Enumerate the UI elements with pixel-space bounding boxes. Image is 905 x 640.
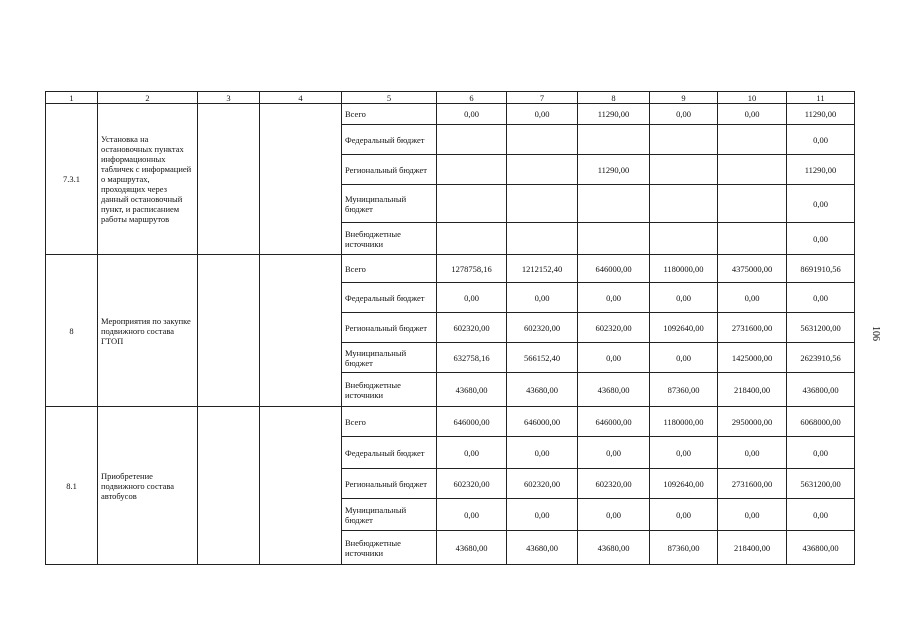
value-cell: 0,00 xyxy=(787,283,855,313)
value-cell: 0,00 xyxy=(437,437,507,469)
funding-source: Муниципальный бюджет xyxy=(342,343,437,373)
item-name: Приобретение подвижного состава автобусов xyxy=(98,407,198,565)
value-cell: 0,00 xyxy=(437,283,507,313)
column-header: 8 xyxy=(578,92,650,104)
column-header: 6 xyxy=(437,92,507,104)
value-cell: 602320,00 xyxy=(437,469,507,499)
budget-table xyxy=(45,91,855,565)
value-cell xyxy=(650,223,718,255)
table-body xyxy=(46,104,855,565)
value-cell xyxy=(718,155,787,185)
item-col3 xyxy=(198,407,260,565)
value-cell: 0,00 xyxy=(650,343,718,373)
item-col4 xyxy=(260,104,342,255)
value-cell: 0,00 xyxy=(578,283,650,313)
item-col4 xyxy=(260,407,342,565)
item-number: 8 xyxy=(46,255,98,407)
column-header: 7 xyxy=(507,92,578,104)
value-cell: 0,00 xyxy=(507,499,578,531)
value-cell: 43680,00 xyxy=(437,373,507,407)
value-cell: 602320,00 xyxy=(437,313,507,343)
value-cell: 602320,00 xyxy=(507,313,578,343)
column-header: 2 xyxy=(98,92,198,104)
value-cell xyxy=(650,155,718,185)
value-cell xyxy=(437,125,507,155)
funding-source: Внебюджетные источники xyxy=(342,223,437,255)
value-cell: 4375000,00 xyxy=(718,255,787,283)
item-col3 xyxy=(198,255,260,407)
value-cell: 43680,00 xyxy=(507,373,578,407)
funding-source: Федеральный бюджет xyxy=(342,437,437,469)
value-cell xyxy=(718,125,787,155)
value-cell: 1180000,00 xyxy=(650,407,718,437)
value-cell: 436800,00 xyxy=(787,373,855,407)
value-cell xyxy=(507,185,578,223)
value-cell: 0,00 xyxy=(437,499,507,531)
value-cell xyxy=(718,223,787,255)
funding-source: Муниципальный бюджет xyxy=(342,185,437,223)
value-cell: 11290,00 xyxy=(578,104,650,125)
value-cell: 8691910,56 xyxy=(787,255,855,283)
item-col4 xyxy=(260,255,342,407)
value-cell: 0,00 xyxy=(787,125,855,155)
value-cell xyxy=(437,155,507,185)
value-cell: 0,00 xyxy=(787,499,855,531)
value-cell: 43680,00 xyxy=(578,373,650,407)
funding-source: Внебюджетные источники xyxy=(342,373,437,407)
value-cell: 0,00 xyxy=(787,185,855,223)
funding-source: Всего xyxy=(342,407,437,437)
value-cell: 87360,00 xyxy=(650,373,718,407)
item-number: 7.3.1 xyxy=(46,104,98,255)
funding-source: Региональный бюджет xyxy=(342,469,437,499)
column-header: 1 xyxy=(46,92,98,104)
value-cell: 602320,00 xyxy=(578,313,650,343)
funding-source: Региональный бюджет xyxy=(342,313,437,343)
value-cell: 632758,16 xyxy=(437,343,507,373)
value-cell: 1180000,00 xyxy=(650,255,718,283)
page-number: 106 xyxy=(870,326,881,341)
item-col3 xyxy=(198,104,260,255)
value-cell xyxy=(650,125,718,155)
table-row xyxy=(46,104,855,125)
value-cell: 0,00 xyxy=(787,437,855,469)
value-cell: 0,00 xyxy=(650,283,718,313)
value-cell: 5631200,00 xyxy=(787,469,855,499)
value-cell: 602320,00 xyxy=(578,469,650,499)
value-cell: 646000,00 xyxy=(578,255,650,283)
item-number: 8.1 xyxy=(46,407,98,565)
value-cell xyxy=(578,223,650,255)
value-cell: 0,00 xyxy=(507,283,578,313)
value-cell: 43680,00 xyxy=(578,531,650,565)
value-cell xyxy=(437,223,507,255)
funding-source: Муниципальный бюджет xyxy=(342,499,437,531)
funding-source: Всего xyxy=(342,104,437,125)
value-cell: 0,00 xyxy=(650,104,718,125)
value-cell xyxy=(507,125,578,155)
value-cell: 0,00 xyxy=(718,104,787,125)
value-cell: 0,00 xyxy=(578,499,650,531)
value-cell: 43680,00 xyxy=(507,531,578,565)
column-header: 9 xyxy=(650,92,718,104)
value-cell: 11290,00 xyxy=(787,104,855,125)
value-cell: 566152,40 xyxy=(507,343,578,373)
column-header: 5 xyxy=(342,92,437,104)
value-cell: 1278758,16 xyxy=(437,255,507,283)
funding-source: Всего xyxy=(342,255,437,283)
value-cell xyxy=(718,185,787,223)
value-cell: 0,00 xyxy=(578,343,650,373)
column-number-row xyxy=(46,92,855,104)
value-cell: 2950000,00 xyxy=(718,407,787,437)
value-cell: 0,00 xyxy=(507,104,578,125)
value-cell: 602320,00 xyxy=(507,469,578,499)
value-cell: 0,00 xyxy=(718,499,787,531)
column-header: 4 xyxy=(260,92,342,104)
value-cell xyxy=(507,223,578,255)
value-cell xyxy=(507,155,578,185)
funding-source: Внебюджетные источники xyxy=(342,531,437,565)
value-cell xyxy=(437,185,507,223)
value-cell: 2623910,56 xyxy=(787,343,855,373)
table-row xyxy=(46,407,855,437)
value-cell: 43680,00 xyxy=(437,531,507,565)
value-cell: 1425000,00 xyxy=(718,343,787,373)
value-cell: 0,00 xyxy=(507,437,578,469)
column-header: 3 xyxy=(198,92,260,104)
value-cell: 646000,00 xyxy=(437,407,507,437)
value-cell: 0,00 xyxy=(650,499,718,531)
value-cell: 6068000,00 xyxy=(787,407,855,437)
value-cell: 2731600,00 xyxy=(718,469,787,499)
column-header: 11 xyxy=(787,92,855,104)
value-cell xyxy=(578,185,650,223)
item-name: Установка на остановочных пунктах информационных табличек с информацией о маршрутах, проходящих через данный остановочный пункт, и расписанием работы маршрутов xyxy=(98,104,198,255)
value-cell: 218400,00 xyxy=(718,373,787,407)
funding-source: Федеральный бюджет xyxy=(342,125,437,155)
value-cell: 646000,00 xyxy=(578,407,650,437)
value-cell: 0,00 xyxy=(437,104,507,125)
value-cell: 1092640,00 xyxy=(650,469,718,499)
value-cell: 0,00 xyxy=(718,437,787,469)
value-cell: 0,00 xyxy=(787,223,855,255)
value-cell: 1212152,40 xyxy=(507,255,578,283)
value-cell xyxy=(650,185,718,223)
value-cell: 0,00 xyxy=(718,283,787,313)
column-header: 10 xyxy=(718,92,787,104)
funding-source: Федеральный бюджет xyxy=(342,283,437,313)
table-row xyxy=(46,255,855,283)
funding-source: Региональный бюджет xyxy=(342,155,437,185)
item-name: Мероприятия по закупке подвижного состава ГТОП xyxy=(98,255,198,407)
value-cell: 436800,00 xyxy=(787,531,855,565)
value-cell: 2731600,00 xyxy=(718,313,787,343)
value-cell xyxy=(578,125,650,155)
value-cell: 5631200,00 xyxy=(787,313,855,343)
value-cell: 0,00 xyxy=(578,437,650,469)
value-cell: 11290,00 xyxy=(787,155,855,185)
value-cell: 0,00 xyxy=(650,437,718,469)
value-cell: 87360,00 xyxy=(650,531,718,565)
value-cell: 1092640,00 xyxy=(650,313,718,343)
value-cell: 218400,00 xyxy=(718,531,787,565)
value-cell: 646000,00 xyxy=(507,407,578,437)
value-cell: 11290,00 xyxy=(578,155,650,185)
